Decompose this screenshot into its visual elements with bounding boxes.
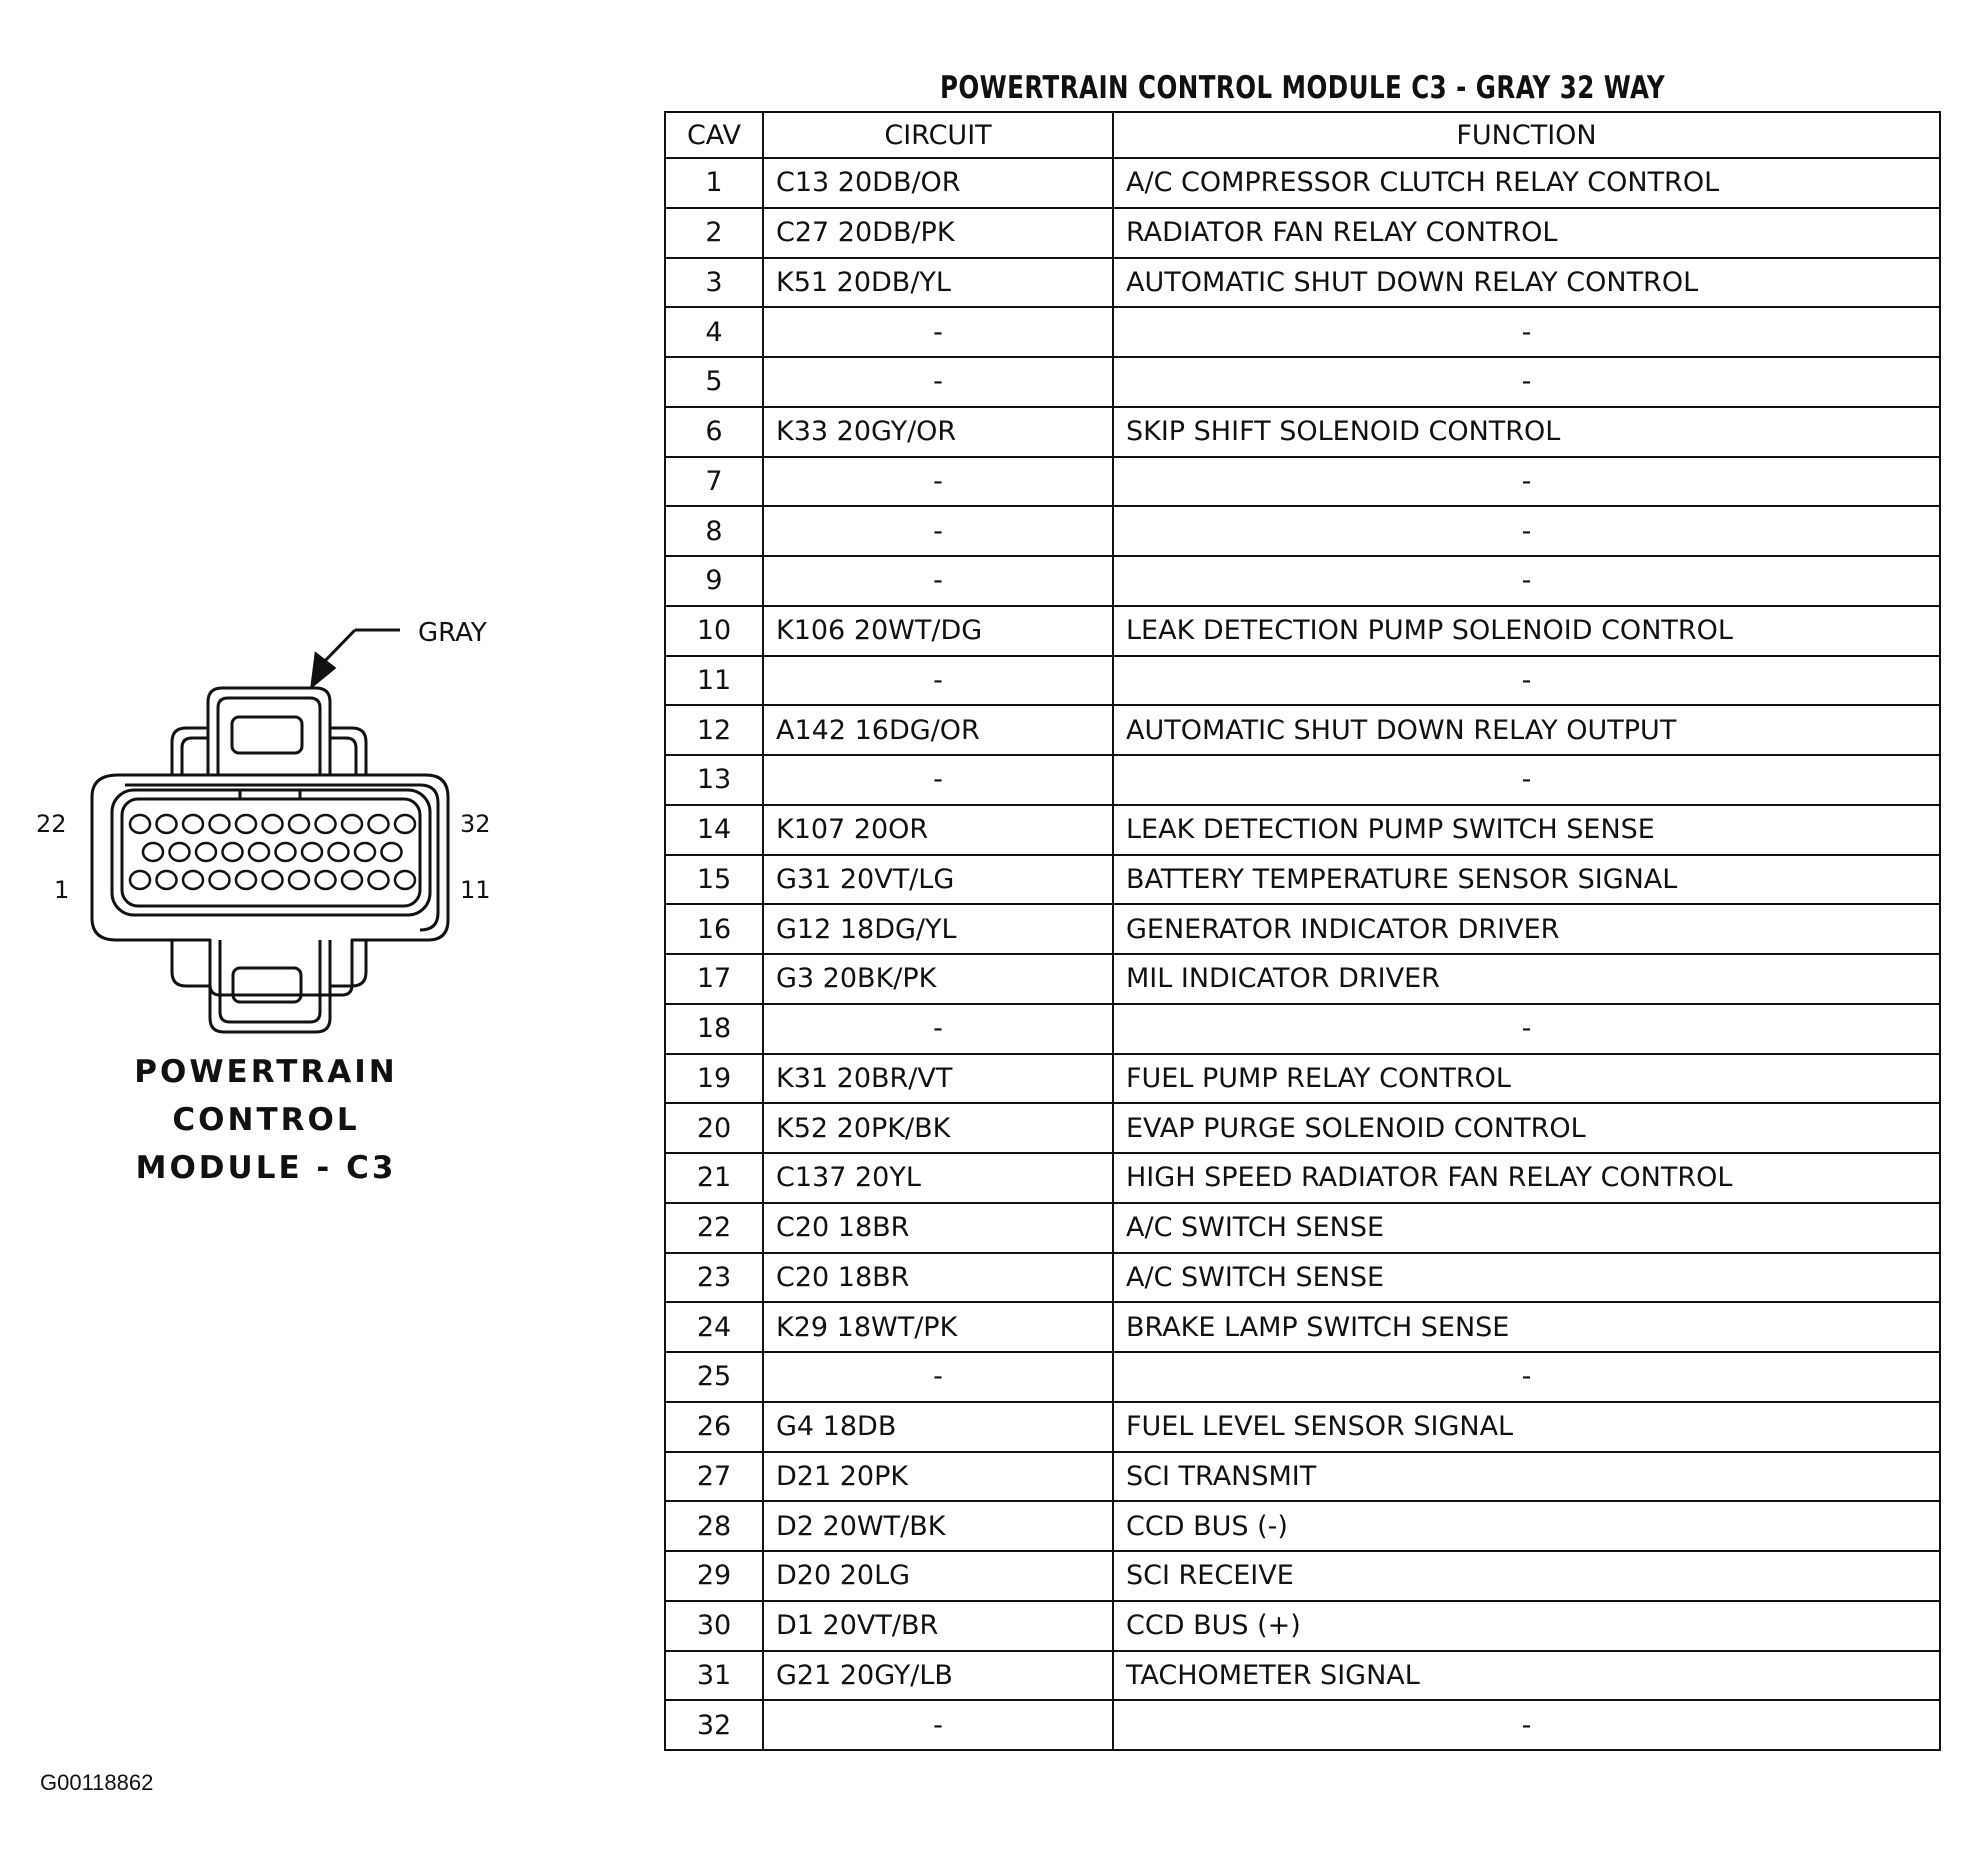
cav-cell: 7 (665, 457, 763, 507)
pin-hole (157, 871, 177, 889)
figure-id: G00118862 (40, 1770, 154, 1795)
pin-hole (369, 871, 389, 889)
circuit-cell: G12 18DG/YL (763, 904, 1113, 954)
circuit-cell: D20 20LG (763, 1551, 1113, 1601)
cav-cell: 22 (665, 1203, 763, 1253)
pin-rows (665, 158, 1940, 1750)
cav-cell: 4 (665, 307, 763, 357)
table-row (665, 1601, 1940, 1651)
function-cell: - (1113, 556, 1940, 606)
function-cell: - (1113, 357, 1940, 407)
function-cell: - (1113, 1700, 1940, 1750)
table-row (665, 1551, 1940, 1601)
cav-cell: 23 (665, 1253, 763, 1303)
circuit-cell: C27 20DB/PK (763, 208, 1113, 258)
circuit-cell: C20 18BR (763, 1253, 1113, 1303)
circuit-cell: - (763, 506, 1113, 556)
cav-cell: 30 (665, 1601, 763, 1651)
function-cell: - (1113, 755, 1940, 805)
function-cell: FUEL LEVEL SENSOR SIGNAL (1113, 1402, 1940, 1452)
function-cell: - (1113, 1004, 1940, 1054)
function-cell: HIGH SPEED RADIATOR FAN RELAY CONTROL (1113, 1153, 1940, 1203)
circuit-cell: - (763, 1004, 1113, 1054)
table-row (665, 307, 1940, 357)
function-cell: FUEL PUMP RELAY CONTROL (1113, 1054, 1940, 1104)
pin-hole (249, 843, 269, 861)
pin-table (664, 111, 1941, 1751)
circuit-cell: C13 20DB/OR (763, 158, 1113, 208)
pin-hole (342, 815, 362, 833)
circuit-cell: D21 20PK (763, 1452, 1113, 1502)
table-row (665, 158, 1940, 208)
circuit-cell: C137 20YL (763, 1153, 1113, 1203)
circuit-cell: - (763, 755, 1113, 805)
circuit-cell: - (763, 556, 1113, 606)
function-cell: AUTOMATIC SHUT DOWN RELAY CONTROL (1113, 258, 1940, 308)
pin-hole (342, 871, 362, 889)
pin-hole (329, 843, 349, 861)
cav-cell: 29 (665, 1551, 763, 1601)
cav-cell: 19 (665, 1054, 763, 1104)
function-cell: - (1113, 1352, 1940, 1402)
table-row (665, 1203, 1940, 1253)
pin-number-1: 1 (54, 876, 70, 904)
circuit-cell: K106 20WT/DG (763, 606, 1113, 656)
cav-cell: 5 (665, 357, 763, 407)
cav-cell: 14 (665, 805, 763, 855)
cav-cell: 10 (665, 606, 763, 656)
function-cell: - (1113, 307, 1940, 357)
table-row (665, 1054, 1940, 1104)
table-row (665, 457, 1940, 507)
function-cell: CCD BUS (+) (1113, 1601, 1940, 1651)
pin-hole (210, 815, 230, 833)
pin-hole (143, 843, 163, 861)
pin-hole (157, 815, 177, 833)
function-cell: AUTOMATIC SHUT DOWN RELAY OUTPUT (1113, 705, 1940, 755)
table-row (665, 954, 1940, 1004)
cav-cell: 1 (665, 158, 763, 208)
circuit-cell: K52 20PK/BK (763, 1103, 1113, 1153)
table-row (665, 705, 1940, 755)
cav-cell: 32 (665, 1700, 763, 1750)
table-row (665, 506, 1940, 556)
function-cell: BATTERY TEMPERATURE SENSOR SIGNAL (1113, 855, 1940, 905)
circuit-cell: G3 20BK/PK (763, 954, 1113, 1004)
pin-hole (395, 871, 415, 889)
function-cell: A/C SWITCH SENSE (1113, 1253, 1940, 1303)
pin-hole (263, 871, 283, 889)
table-row (665, 1501, 1940, 1551)
function-cell: RADIATOR FAN RELAY CONTROL (1113, 208, 1940, 258)
circuit-cell: A142 16DG/OR (763, 705, 1113, 755)
header-function: FUNCTION (1113, 112, 1940, 158)
pin-number-11: 11 (460, 876, 491, 904)
pin-hole (289, 815, 309, 833)
connector-caption (134, 1054, 397, 1186)
cav-cell: 16 (665, 904, 763, 954)
caption-line-1: POWERTRAIN (134, 1054, 398, 1090)
function-cell: LEAK DETECTION PUMP SWITCH SENSE (1113, 805, 1940, 855)
table-row (665, 1103, 1940, 1153)
function-cell: CCD BUS (-) (1113, 1501, 1940, 1551)
pin-hole (316, 815, 336, 833)
table-row (665, 1302, 1940, 1352)
pin-number-32: 32 (460, 810, 491, 838)
pin-hole (382, 843, 402, 861)
circuit-cell: G21 20GY/LB (763, 1651, 1113, 1701)
cav-cell: 11 (665, 656, 763, 706)
circuit-cell: G4 18DB (763, 1402, 1113, 1452)
function-cell: SKIP SHIFT SOLENOID CONTROL (1113, 407, 1940, 457)
circuit-cell: D2 20WT/BK (763, 1501, 1113, 1551)
pin-hole (196, 843, 216, 861)
pin-hole (170, 843, 190, 861)
pin-hole (316, 871, 336, 889)
pin-hole (355, 843, 375, 861)
pin-hole (130, 815, 150, 833)
function-cell: SCI RECEIVE (1113, 1551, 1940, 1601)
circuit-cell: D1 20VT/BR (763, 1601, 1113, 1651)
function-cell: LEAK DETECTION PUMP SOLENOID CONTROL (1113, 606, 1940, 656)
table-row (665, 556, 1940, 606)
pin-hole (302, 843, 322, 861)
table-row (665, 1253, 1940, 1303)
cav-cell: 28 (665, 1501, 763, 1551)
table-row (665, 656, 1940, 706)
cav-cell: 15 (665, 855, 763, 905)
cav-cell: 17 (665, 954, 763, 1004)
table-row (665, 904, 1940, 954)
top-latch (208, 688, 330, 775)
cav-cell: 12 (665, 705, 763, 755)
cav-cell: 27 (665, 1452, 763, 1502)
function-cell: A/C COMPRESSOR CLUTCH RELAY CONTROL (1113, 158, 1940, 208)
function-cell: EVAP PURGE SOLENOID CONTROL (1113, 1103, 1940, 1153)
pin-hole (236, 871, 256, 889)
function-cell: - (1113, 506, 1940, 556)
header-cav: CAV (665, 112, 763, 158)
function-cell: - (1113, 457, 1940, 507)
table-row (665, 755, 1940, 805)
table-row (665, 407, 1940, 457)
cav-cell: 13 (665, 755, 763, 805)
table-row (665, 855, 1940, 905)
gray-leader-arrow (312, 630, 400, 686)
bottom-latch (210, 940, 330, 1032)
function-cell: - (1113, 656, 1940, 706)
caption-line-2: CONTROL (172, 1102, 360, 1138)
pin-hole (183, 815, 203, 833)
circuit-cell: K51 20DB/YL (763, 258, 1113, 308)
circuit-cell: - (763, 307, 1113, 357)
pin-table-title: POWERTRAIN CONTROL MODULE C3 - GRAY 32 WAY (939, 70, 1666, 106)
pin-hole (289, 871, 309, 889)
cav-cell: 26 (665, 1402, 763, 1452)
circuit-cell: - (763, 1352, 1113, 1402)
pin-hole (223, 843, 243, 861)
circuit-cell: C20 18BR (763, 1203, 1113, 1253)
pin-number-22: 22 (36, 810, 67, 838)
circuit-cell: K107 20OR (763, 805, 1113, 855)
circuit-cell: K31 20BR/VT (763, 1054, 1113, 1104)
circuit-cell: G31 20VT/LG (763, 855, 1113, 905)
pin-holes (130, 815, 415, 889)
cav-cell: 18 (665, 1004, 763, 1054)
table-row (665, 258, 1940, 308)
function-cell: TACHOMETER SIGNAL (1113, 1651, 1940, 1701)
circuit-cell: - (763, 656, 1113, 706)
function-cell: A/C SWITCH SENSE (1113, 1203, 1940, 1253)
circuit-cell: K33 20GY/OR (763, 407, 1113, 457)
cav-cell: 3 (665, 258, 763, 308)
circuit-cell: - (763, 357, 1113, 407)
circuit-cell: K29 18WT/PK (763, 1302, 1113, 1352)
table-row (665, 1004, 1940, 1054)
circuit-cell: - (763, 457, 1113, 507)
function-cell: BRAKE LAMP SWITCH SENSE (1113, 1302, 1940, 1352)
pin-hole (395, 815, 415, 833)
table-row (665, 1402, 1940, 1452)
header-circuit: CIRCUIT (763, 112, 1113, 158)
table-row (665, 1452, 1940, 1502)
table-row (665, 805, 1940, 855)
cav-cell: 8 (665, 506, 763, 556)
pin-hole (130, 871, 150, 889)
function-cell: MIL INDICATOR DRIVER (1113, 954, 1940, 1004)
table-row (665, 1352, 1940, 1402)
cav-cell: 2 (665, 208, 763, 258)
caption-line-3: MODULE - C3 (135, 1150, 397, 1186)
table-header-row (665, 112, 1940, 158)
pin-hole (369, 815, 389, 833)
pin-hole (276, 843, 296, 861)
connector-diagram (0, 0, 620, 1250)
cav-cell: 24 (665, 1302, 763, 1352)
pin-hole (263, 815, 283, 833)
connector-color-label: GRAY (418, 618, 487, 648)
table-row (665, 606, 1940, 656)
cav-cell: 9 (665, 556, 763, 606)
function-cell: GENERATOR INDICATOR DRIVER (1113, 904, 1940, 954)
cav-cell: 20 (665, 1103, 763, 1153)
pin-hole (183, 871, 203, 889)
cav-cell: 25 (665, 1352, 763, 1402)
table-row (665, 1651, 1940, 1701)
table-row (665, 357, 1940, 407)
table-row (665, 1700, 1940, 1750)
function-cell: SCI TRANSMIT (1113, 1452, 1940, 1502)
table-row (665, 208, 1940, 258)
table-row (665, 1153, 1940, 1203)
circuit-cell: - (763, 1700, 1113, 1750)
pin-hole (236, 815, 256, 833)
cav-cell: 21 (665, 1153, 763, 1203)
pin-hole (210, 871, 230, 889)
cav-cell: 6 (665, 407, 763, 457)
cav-cell: 31 (665, 1651, 763, 1701)
